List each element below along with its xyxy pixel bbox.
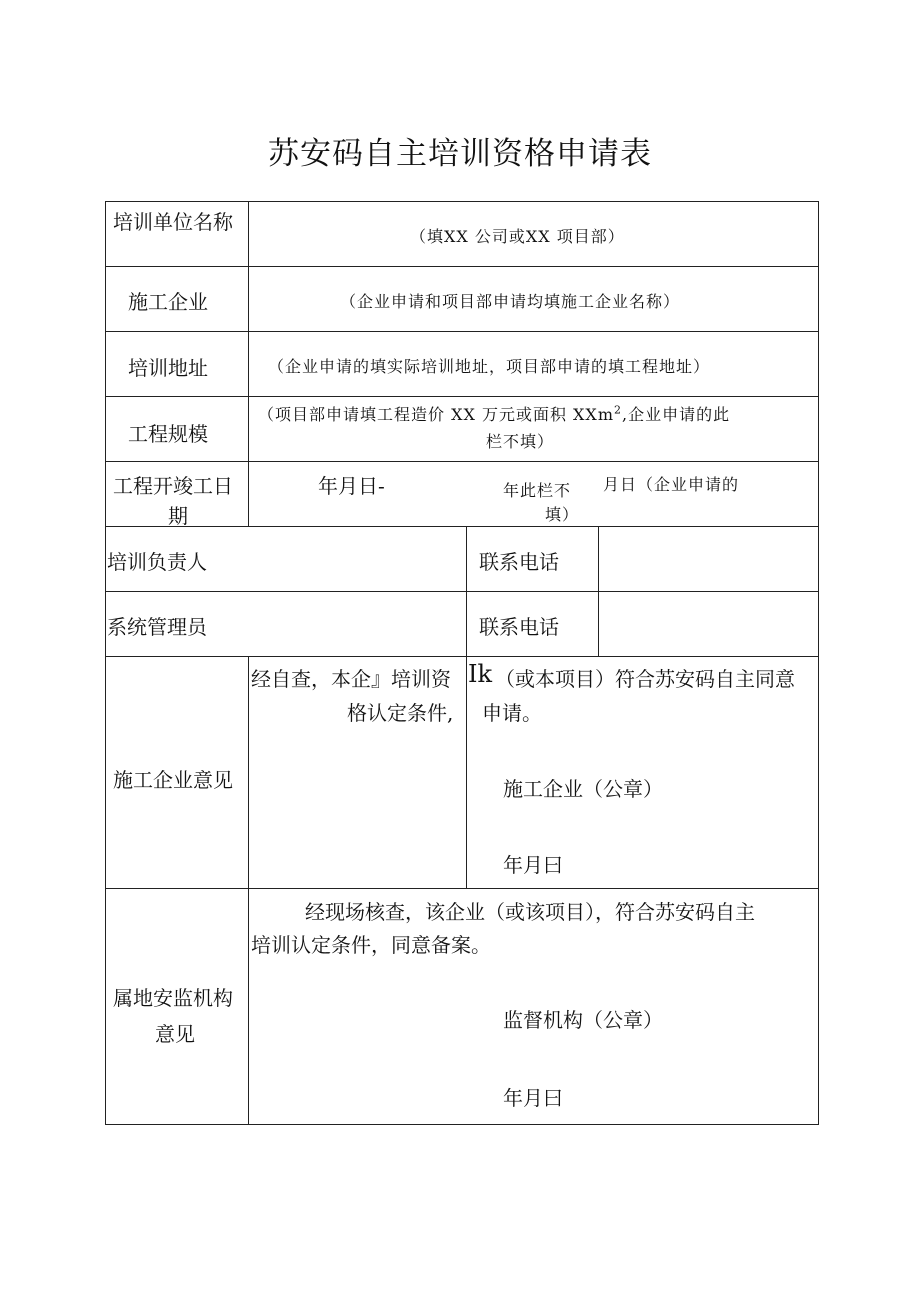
supervisor-seal[interactable]: 监督机构（公章） — [503, 1008, 663, 1032]
system-admin-phone-label: 联系电话 — [479, 615, 559, 639]
system-admin-label: 系统管理员 — [107, 615, 207, 639]
training-lead-phone-label: 联系电话 — [479, 550, 559, 574]
project-scale-label: 工程规模 — [128, 422, 208, 446]
project-dates-end-c: 填） — [545, 505, 580, 524]
construction-company-hint[interactable]: （企业申请和项目部申请均填施工企业名称） — [340, 292, 681, 311]
training-lead-label: 培训负责人 — [107, 550, 207, 574]
project-dates-end-b: 月日（企业申请的 — [603, 475, 740, 494]
project-dates-end-a: 年此栏不 — [503, 481, 572, 500]
company-opinion-text-c: （或本项目）符合苏安码自主同意 — [495, 667, 795, 691]
training-unit-label: 培训单位名称 — [113, 210, 233, 234]
supervisor-opinion-label: 属地安监机构 — [113, 986, 233, 1010]
company-seal[interactable]: 施工企业（公章） — [503, 777, 663, 801]
project-dates-start[interactable]: 年月日- — [318, 474, 385, 498]
project-scale-hint-line2: 栏不填） — [486, 432, 555, 451]
project-scale-hint-comma: ,企业申请的此 — [622, 405, 731, 424]
company-opinion-text-d: 申请。 — [482, 701, 542, 725]
supervisor-opinion-text-1: 经现场核查，该企业（或该项目），符合苏安码自主 — [305, 900, 755, 924]
supervisor-opinion-text-2: 培训认定条件，同意备案。 — [251, 933, 491, 957]
construction-company-label: 施工企业 — [128, 290, 208, 314]
training-address-label: 培训地址 — [128, 356, 208, 380]
company-opinion-text-a: 经自查，本企』培训资 — [251, 667, 451, 691]
supervisor-opinion-label-2: 意见 — [155, 1022, 195, 1046]
project-scale-hint-sup: 2 — [614, 403, 622, 417]
company-opinion-date[interactable]: 年月曰 — [503, 853, 563, 877]
project-scale-hint-text: （项目部申请填工程造价 XX 万元或面积 XXm — [258, 405, 614, 424]
training-address-hint[interactable]: （企业申请的填实际培训地址，项目部申请的填工程地址） — [268, 357, 711, 376]
company-opinion-text-b: 格认定条件, — [347, 701, 454, 725]
company-opinion-label: 施工企业意见 — [113, 768, 233, 792]
company-opinion-text-c-big: Ik — [468, 660, 493, 688]
project-dates-label-2: 期 — [168, 504, 188, 528]
project-dates-label: 工程开竣工日 — [113, 474, 233, 498]
page-title: 苏安码自主培训资格申请表 — [268, 136, 652, 172]
project-scale-hint[interactable] — [258, 402, 730, 425]
training-unit-hint[interactable]: （填XX 公司或XX 项目部） — [410, 227, 625, 246]
supervisor-opinion-date[interactable]: 年月曰 — [503, 1086, 563, 1110]
